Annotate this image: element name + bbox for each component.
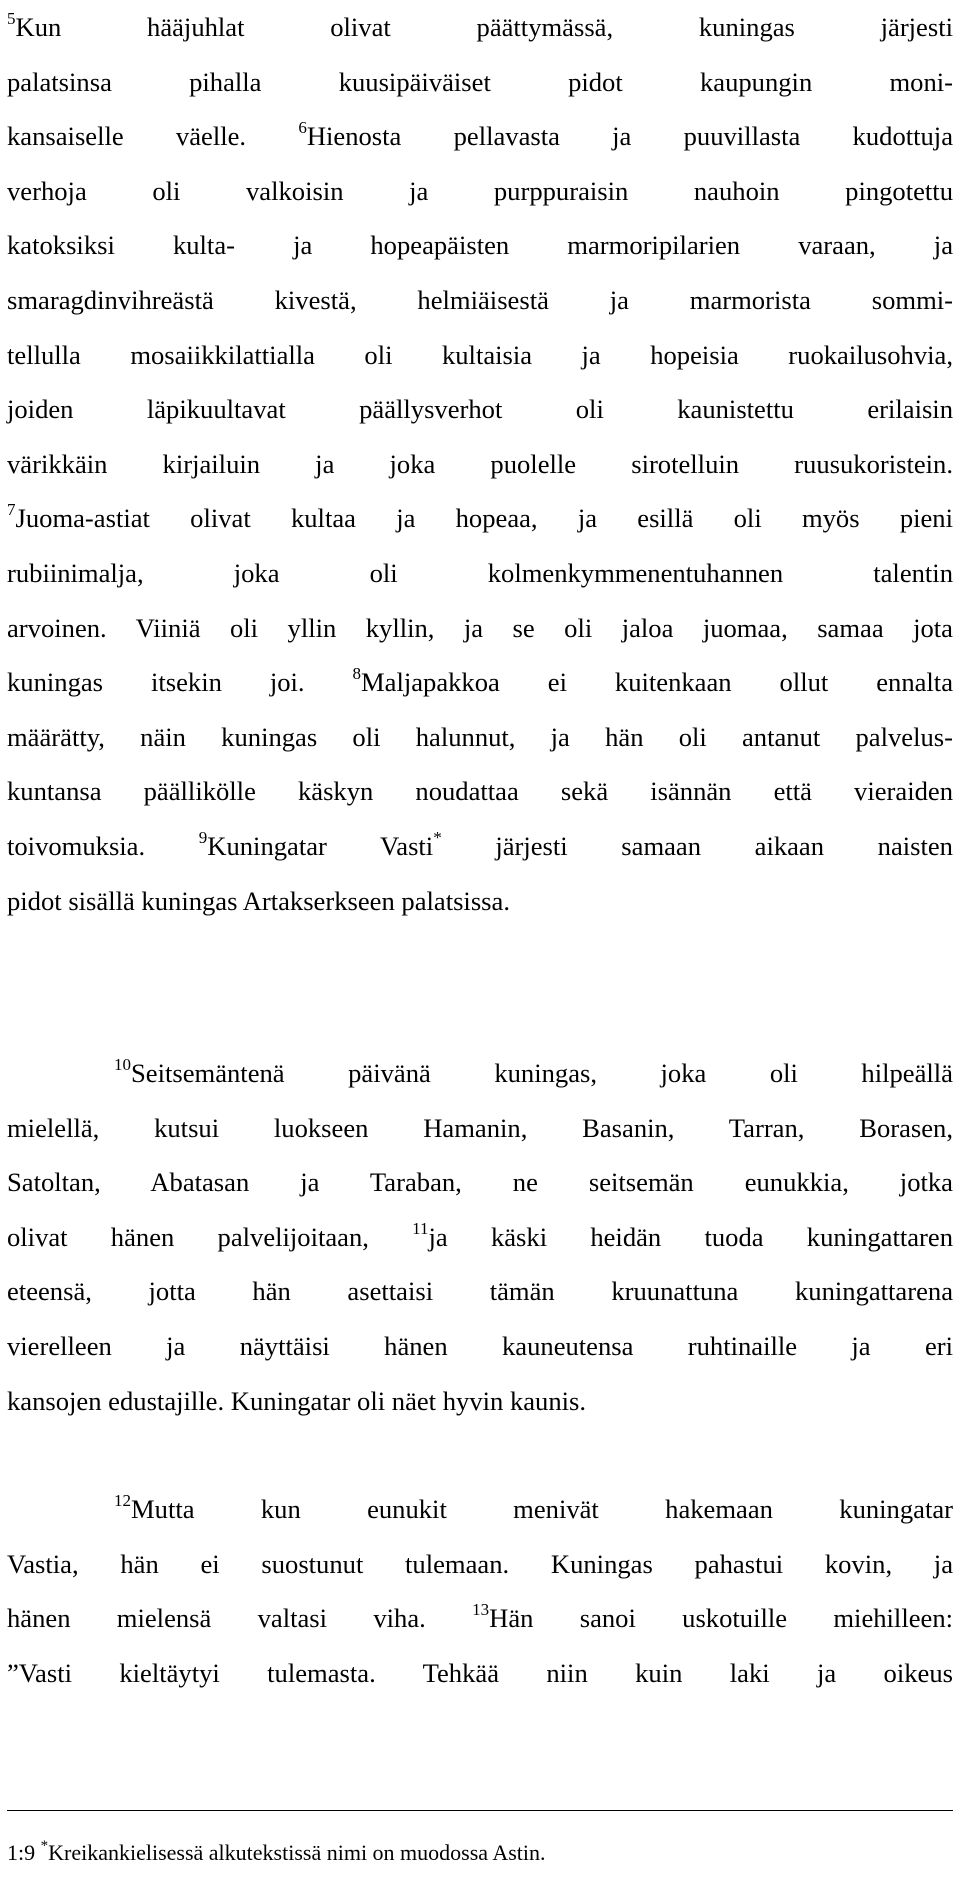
text-run: Hienosta pellavasta ja puuvillasta kudottuja: [306, 121, 954, 152]
text-line: [7, 1482, 953, 1537]
text-run: Juoma-astiat olivat kultaa ja hopeaa, ja esillä oli myös pieni: [15, 503, 953, 534]
text-line: [7, 1210, 953, 1265]
text-run: värikkäin kirjailuin ja joka puolelle sirotelluin ruusukoristein.: [7, 448, 953, 479]
footnote-text: Kreikankielisessä alkutekstissä nimi on muodossa Astin.: [48, 1840, 546, 1865]
verse-number: 9: [198, 827, 208, 847]
verse-number: 13: [472, 1600, 490, 1620]
text-run: pidot sisällä kuningas Artakserkseen palatsissa.: [7, 885, 510, 916]
verse-number: 5: [7, 9, 16, 28]
text-run: katoksiksi kulta- ja hopeapäisten marmoripilarien varaan, ja: [7, 230, 953, 261]
text-run: verhoja oli valkoisin ja purppuraisin nauhoin pingotettu: [7, 175, 953, 206]
text-line: [7, 819, 953, 874]
verse-number: 8: [352, 664, 361, 684]
paragraph-3: [7, 1482, 953, 1700]
verse-number: 11: [412, 1218, 429, 1238]
text-line: [7, 382, 953, 437]
text-run: Kuningatar Vasti: [207, 830, 434, 861]
text-run: Seitsemäntenä päivänä kuningas, joka oli hilpeällä: [131, 1058, 953, 1088]
text-line: [7, 710, 953, 765]
text-line: [7, 1101, 953, 1156]
verse-number: 10: [114, 1055, 131, 1074]
text-line: [7, 164, 953, 219]
text-run: Hän sanoi uskotuille miehilleen:: [489, 1603, 953, 1634]
paragraph-1: [7, 0, 953, 928]
text-line: [7, 1374, 953, 1429]
footnote: [7, 1838, 953, 1868]
text-line: [7, 1155, 953, 1210]
verse-number: 6: [298, 118, 307, 138]
text-line: [7, 328, 953, 383]
text-line: [7, 764, 953, 819]
footnote-mark: *: [40, 1838, 49, 1854]
text-line: [7, 273, 953, 328]
verse-number: 7: [7, 500, 16, 520]
text-run: ”Vasti kieltäytyi tulemasta. Tehkää niin kuin laki ja oikeus: [7, 1657, 953, 1688]
text-line: [7, 1537, 953, 1592]
text-run: joiden läpikuultavat päällysverhot oli kaunistettu erilaisin: [7, 394, 953, 425]
text-line: [7, 1264, 953, 1319]
text-run: määrätty, näin kuningas oli halunnut, ja hän oli antanut palvelus-: [7, 721, 953, 752]
text-line: [7, 0, 953, 55]
text-run: järjesti samaan aikaan naisten: [441, 830, 953, 861]
footnote-mark: *: [433, 827, 442, 847]
text-run: Mutta kun eunukit menivät hakemaan kuningatar: [131, 1494, 953, 1524]
text-run: tellulla mosaiikkilattialla oli kultaisia ja hopeisia ruokailusohvia,: [7, 339, 953, 370]
text-run: kansojen edustajille. Kuningatar oli näet hyvin kaunis.: [7, 1385, 587, 1416]
text-line: [7, 1646, 953, 1701]
paragraph-2: [7, 1046, 953, 1428]
document-page: [7, 0, 953, 1885]
text-line: [7, 218, 953, 273]
text-run: olivat hänen palvelijoitaan,: [7, 1221, 413, 1252]
text-line: [7, 437, 953, 492]
text-run: arvoinen. Viiniä oli yllin kyllin, ja se oli jaloa juomaa, samaa jota: [7, 612, 953, 643]
text-run: Vastia, hän ei suostunut tulemaan. Kuningas pahastui kovin, ja: [7, 1548, 953, 1579]
footnote-ref: 1:9: [7, 1840, 41, 1865]
text-run: Kun hääjuhlat olivat päättymässä, kuningas järjesti: [15, 12, 953, 42]
text-run: kansaiselle väelle.: [7, 121, 299, 152]
text-run: kuningas itsekin joi.: [7, 667, 353, 698]
text-run: ja käski heidän tuoda kuningattaren: [428, 1221, 953, 1252]
text-line: [7, 1591, 953, 1646]
text-line: [7, 109, 953, 164]
text-run: rubiinimalja, joka oli kolmenkymmenentuhannen talentin: [7, 557, 953, 588]
text-run: hänen mielensä valtasi viha.: [7, 1603, 473, 1634]
text-run: vierelleen ja näyttäisi hänen kauneutensa ruhtinaille ja eri: [7, 1330, 953, 1361]
text-line: [7, 546, 953, 601]
text-line: [7, 874, 953, 929]
text-line: [7, 601, 953, 656]
text-line: [7, 55, 953, 110]
text-line: [7, 655, 953, 710]
text-line: [7, 1319, 953, 1374]
text-run: smaragdinvihreästä kivestä, helmiäisestä ja marmorista sommi-: [7, 284, 953, 315]
text-run: mielellä, kutsui luokseen Hamanin, Basanin, Tarran, Borasen,: [7, 1112, 953, 1143]
text-line: [7, 1046, 953, 1101]
text-run: Satoltan, Abatasan ja Taraban, ne seitsemän eunukkia, jotka: [7, 1167, 953, 1198]
text-run: Maljapakkoa ei kuitenkaan ollut ennalta: [361, 667, 954, 698]
text-run: kuntansa päällikölle käskyn noudattaa sekä isännän että vieraiden: [7, 776, 953, 807]
text-line: [7, 491, 953, 546]
footnote-divider: [7, 1810, 953, 1811]
text-run: toivomuksia.: [7, 830, 199, 861]
text-run: palatsinsa pihalla kuusipäiväiset pidot kaupungin moni-: [7, 66, 953, 97]
verse-number: 12: [114, 1491, 131, 1510]
text-run: eteensä, jotta hän asettaisi tämän kruunattuna kuningattarena: [7, 1276, 953, 1307]
